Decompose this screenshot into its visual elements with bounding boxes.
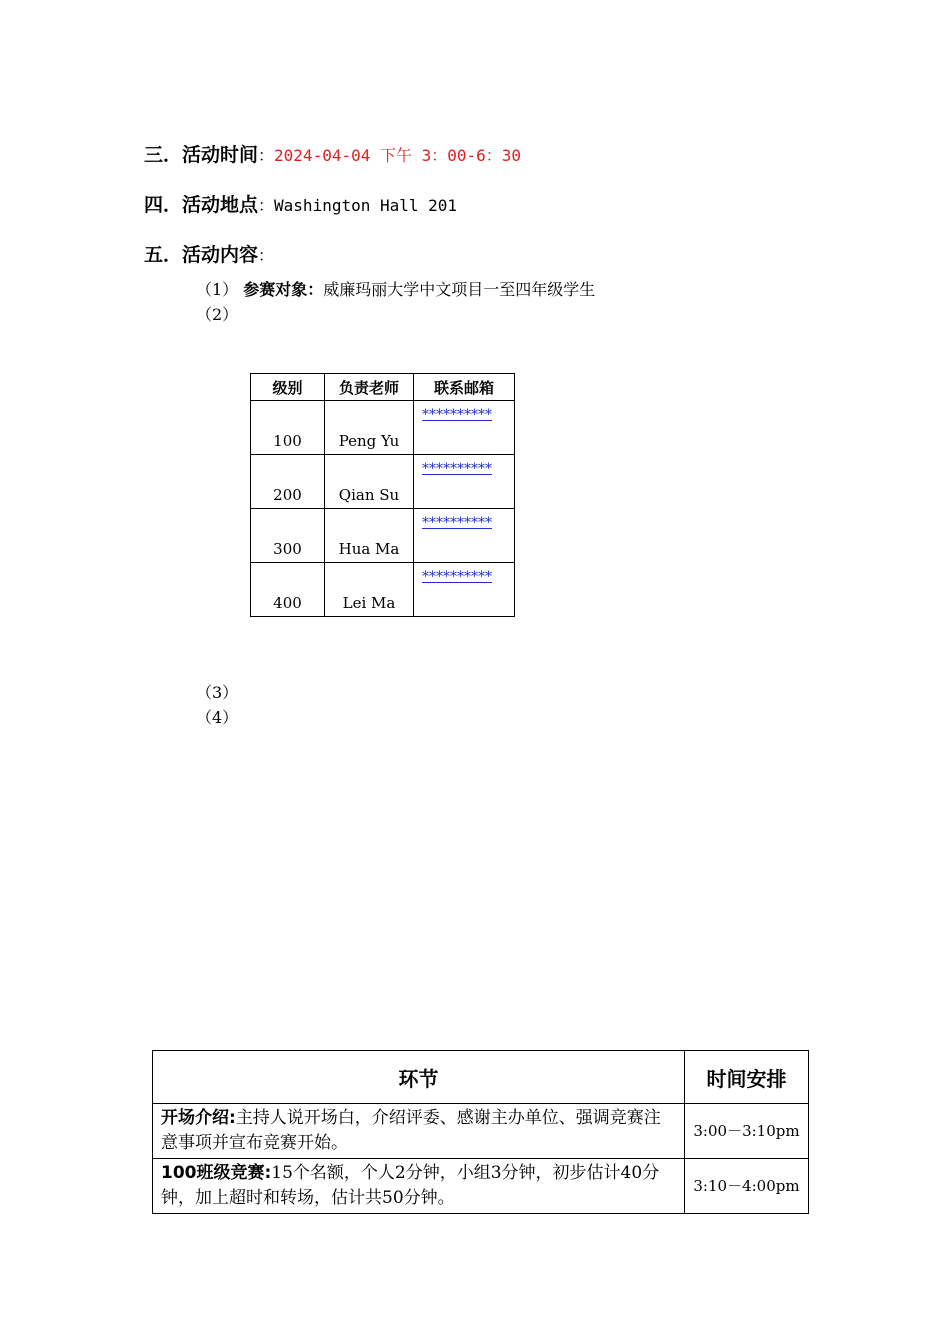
teacher-cell: Qian Su — [325, 455, 414, 509]
event-place-value: Washington Hall 201 — [274, 196, 458, 215]
section-time: 三．活动时间：2024-04-04 下午 3：00-6：30 — [144, 144, 522, 166]
column-header: 级别 — [251, 374, 325, 401]
teacher-cell: Hua Ma — [325, 509, 414, 563]
list-item: （2） — [196, 305, 239, 324]
email-cell — [414, 401, 515, 455]
table-header-row — [153, 1051, 809, 1104]
contacts-table — [250, 373, 515, 617]
section-place: 四．活动地点：Washington Hall 201 — [144, 194, 458, 216]
schedule-table — [152, 1050, 809, 1214]
email-cell — [414, 563, 515, 617]
column-header: 负责老师 — [325, 374, 414, 401]
table-header-row — [251, 374, 515, 401]
table-row — [153, 1104, 809, 1159]
teacher-cell: Peng Yu — [325, 401, 414, 455]
column-header: 联系邮箱 — [414, 374, 515, 401]
level-cell: 300 — [251, 509, 325, 563]
table-row — [251, 401, 515, 455]
time-cell: 3:10－4:00pm — [685, 1159, 809, 1214]
email-cell — [414, 509, 515, 563]
column-header: 时间安排 — [685, 1051, 809, 1104]
email-link[interactable]: ********** — [422, 407, 492, 423]
section-content: 五．活动内容： — [144, 244, 275, 266]
list-item: （3） — [196, 683, 239, 702]
section-place-label: 四．活动地点 — [144, 194, 259, 216]
agenda-cell: 开场介绍:主持人说开场白，介绍评委、感谢主办单位、强调竞赛注意事项并宣布竞赛开始。 — [153, 1104, 685, 1159]
level-cell: 200 — [251, 455, 325, 509]
list-item: （4） — [196, 708, 239, 727]
event-time-value: 2024-04-04 下午 3：00-6：30 — [274, 146, 522, 165]
list-item: （1） 参赛对象：威廉玛丽大学中文项目一至四年级学生 — [196, 280, 596, 299]
email-link[interactable]: ********** — [422, 569, 492, 585]
email-link[interactable]: ********** — [422, 461, 492, 477]
table-row — [153, 1159, 809, 1214]
column-header: 环节 — [153, 1051, 685, 1104]
email-link[interactable]: ********** — [422, 515, 492, 531]
teacher-cell: Lei Ma — [325, 563, 414, 617]
table-row — [251, 455, 515, 509]
table-row — [251, 563, 515, 617]
section-content-label: 五．活动内容 — [144, 244, 259, 266]
agenda-cell: 100班级竞赛:15个名额，个人2分钟，小组3分钟，初步估计40分钟，加上超时和转场，估计共50分钟。 — [153, 1159, 685, 1214]
email-cell — [414, 455, 515, 509]
level-cell: 400 — [251, 563, 325, 617]
section-time-label: 三．活动时间 — [144, 144, 259, 166]
level-cell: 100 — [251, 401, 325, 455]
time-cell: 3:00－3:10pm — [685, 1104, 809, 1159]
table-row — [251, 509, 515, 563]
